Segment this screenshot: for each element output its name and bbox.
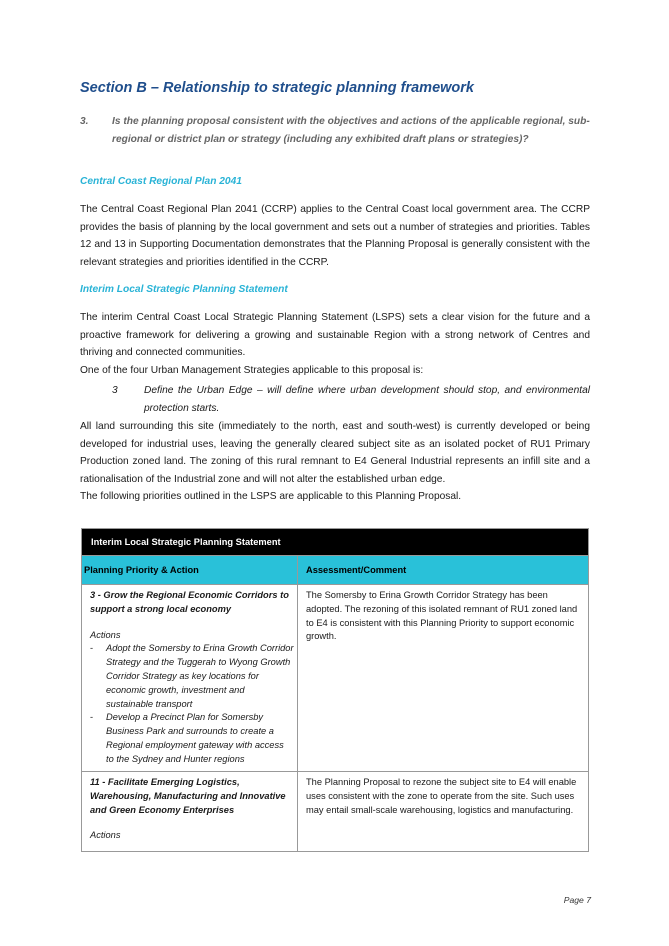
lsps-priorities-table: [81, 528, 589, 852]
table-row: [82, 772, 589, 852]
priority-heading: 3 - Grow the Regional Economic Corridors to support a strong local economy: [90, 590, 289, 614]
table-row: [82, 585, 589, 772]
lsps-heading: Interim Local Strategic Planning Statement: [80, 284, 288, 295]
question: [80, 113, 590, 148]
question-number: 3.: [80, 116, 89, 127]
assessment-cell: The Planning Proposal to rezone the subject site to E4 will enable uses consistent with the zone to operate from the site. Such uses may entail small-scale warehousing, logistics and manufacturing.: [298, 772, 589, 852]
ccrp-heading: Central Coast Regional Plan 2041: [80, 176, 242, 187]
actions-label: Actions: [90, 629, 121, 640]
lsps-paragraph-4: The following priorities outlined in the LSPS are applicable to this Planning Proposal.: [80, 491, 462, 502]
urban-strategy-number: 3: [112, 385, 118, 396]
question-text: Is the planning proposal consistent with the objectives and actions of the applicable regional, sub-regional or district plan or strategy (including any exhibited draft plans or strategies)?: [112, 116, 590, 145]
priority-heading: 11 - Facilitate Emerging Logistics, Warehousing, Manufacturing and Innovative and Green Economy Enterprises: [90, 777, 286, 815]
priority-cell: [82, 772, 298, 852]
actions-label: Actions: [90, 830, 121, 841]
column-header-assessment: Assessment/Comment: [298, 556, 589, 585]
action-item: - Adopt the Somersby to Erina Growth Corridor Strategy and the Tuggerah to Wyong Growth Corridor Strategy as key locations for economic growth, investment and sustainable transport: [90, 642, 294, 711]
ccrp-paragraph: The Central Coast Regional Plan 2041 (CCRP) applies to the Central Coast local government area. The CCRP provides the basis of planning by the local government and sets out a number of strategies and priorities. Tables 12 and 13 in Supporting Documentation demonstrates that the Planning Proposal is generally consistent with the relevant strategies and priorities identified in the CCRP.: [80, 204, 590, 268]
section-title: Section B – Relationship to strategic planning framework: [80, 80, 474, 96]
page-number: Page 7: [563, 895, 591, 905]
urban-strategy-item: [112, 382, 590, 417]
table-title: Interim Local Strategic Planning Statement: [82, 529, 589, 556]
priority-cell: [82, 585, 298, 772]
urban-strategy-text: Define the Urban Edge – will define where urban development should stop, and environmental protection starts.: [144, 385, 590, 414]
column-header-priority: Planning Priority & Action: [82, 556, 298, 585]
assessment-cell: The Somersby to Erina Growth Corridor Strategy has been adopted. The rezoning of this isolated remnant of RU1 zoned land to E4 is consistent with this Planning Priority to support economic growth.: [298, 585, 589, 772]
lsps-paragraph-3: All land surrounding this site (immediately to the north, east and south-west) is currently developed or being developed for industrial uses, leaving the generally cleared subject site as an isolated pocket of RU1 Primary Production zoned land. The zoning of this rural remnant to E4 General Industrial represents an infill site and a rationalisation of the Industrial zone and will not alter the established urban edge.: [80, 421, 590, 485]
action-item: - Develop a Precinct Plan for Somersby Business Park and surrounds to create a Regional employment gateway with access to the Sydney and Hunter regions: [90, 711, 294, 766]
actions-list: [90, 642, 294, 766]
lsps-paragraph-1: The interim Central Coast Local Strategic Planning Statement (LSPS) sets a clear vision for the future and a proactive framework for delivering a growing and sustainable Region with a strong network of Centres and thriving and connected communities.: [80, 312, 590, 358]
lsps-paragraph-2: One of the four Urban Management Strategies applicable to this proposal is:: [80, 365, 424, 376]
